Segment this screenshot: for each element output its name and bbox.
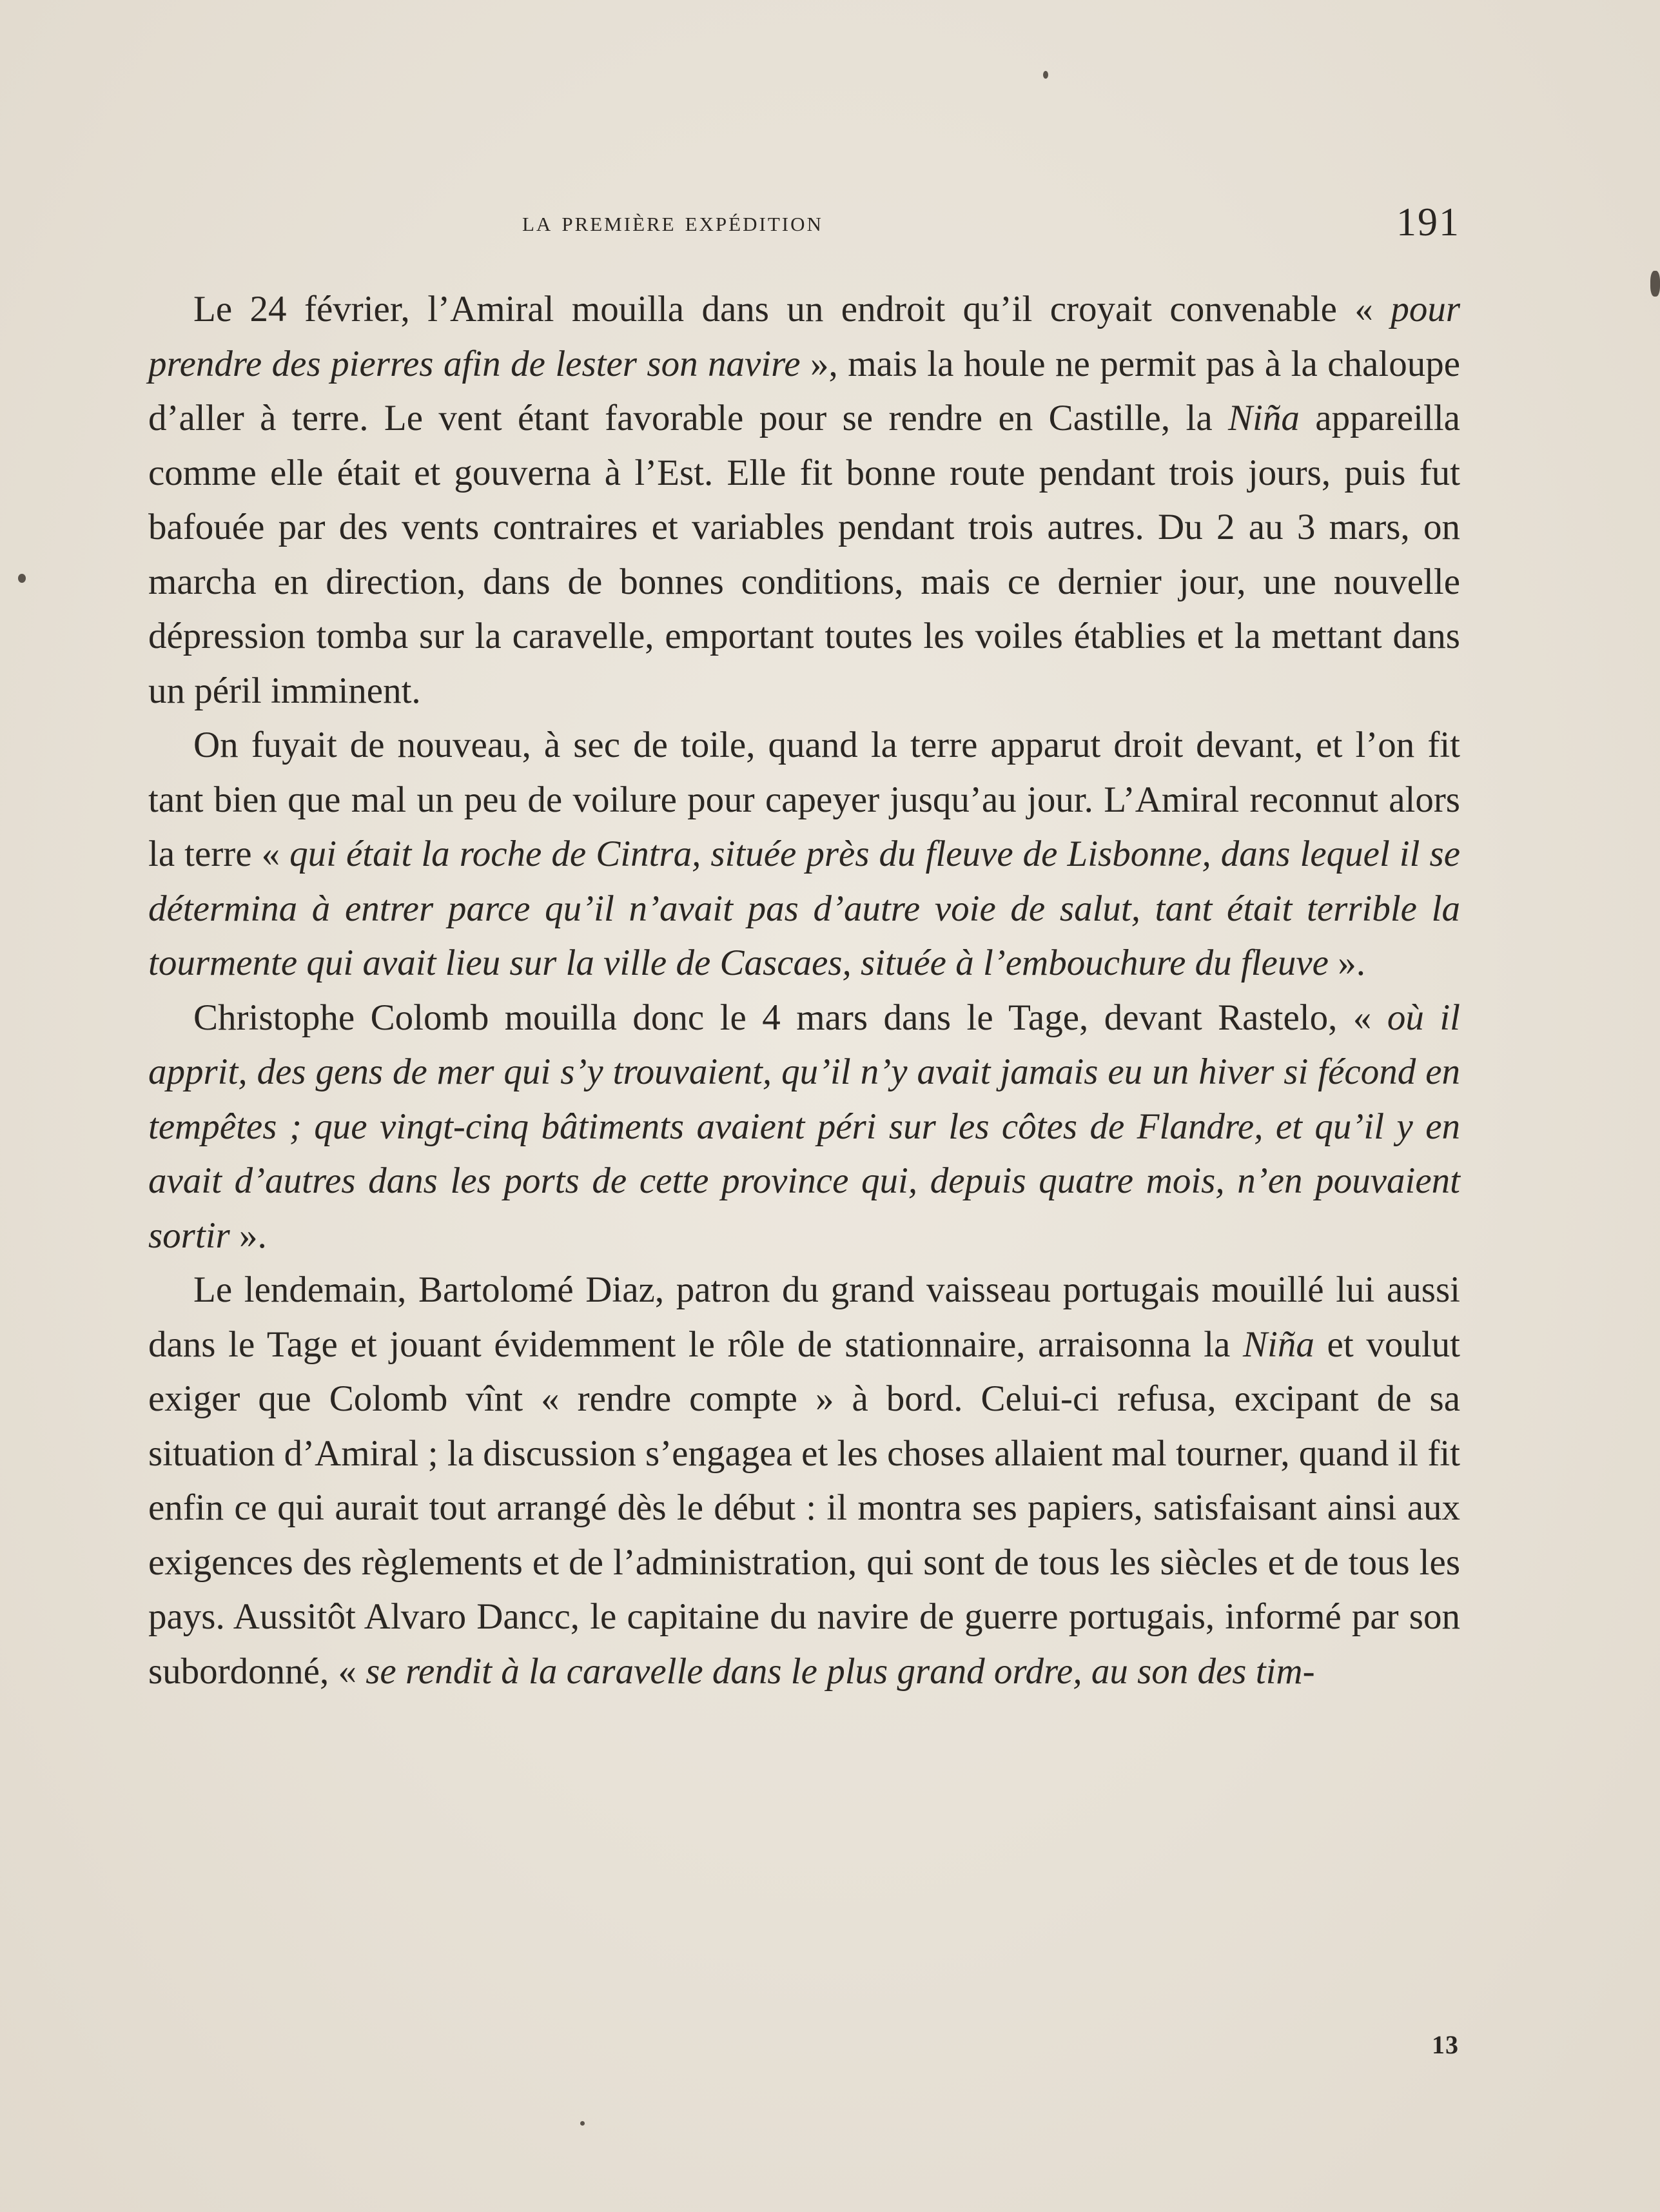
paragraph <box>148 991 1460 1264</box>
italic-quote: Niña <box>1228 398 1300 438</box>
ink-speck-top <box>1043 71 1048 79</box>
text-run: ». <box>229 1215 267 1256</box>
ink-speck-bottom <box>580 2121 585 2126</box>
italic-quote: se rendit à la caravelle dans le plus grand ordre, au son des tim- <box>366 1650 1315 1692</box>
italic-quote: Niña <box>1243 1324 1314 1365</box>
italic-quote: où il apprit, des gens de mer qui s’y trouvaient, qu’il n’y avait jamais eu un hiver si fécond en tempêtes ; que vingt-cinq bâtiments avaient péri sur les côtes de Flandre, et qu’il y en avait d’autres dans les ports de cette province qui, depuis quatre mois, n’en pouvaient sortir <box>148 997 1460 1256</box>
signature-mark: 13 <box>1432 2030 1459 2059</box>
paragraph <box>148 1263 1460 1699</box>
ink-speck-left <box>18 574 26 583</box>
text-run: Le 24 février, l’Amiral mouilla dans un endroit qu’il croyait convenable « <box>193 289 1391 329</box>
running-title: la première expédition <box>522 206 823 237</box>
ink-speck-right <box>1650 271 1660 297</box>
text-run: ». <box>1328 943 1365 983</box>
italic-quote: qui était la roche de Cintra, située près du fleuve de Lisbonne, dans lequel il se détermina à entrer parce qu’il n’avait pas d’autre voie de salut, tant était terrible la tourmente qui avait lieu sur la ville de Cascaes, située à l’embouchure du fleuve <box>148 834 1460 983</box>
text-run: et voulut exiger que Colomb vînt « rendre compte » à bord. Celui-ci refusa, excipant de sa situation d’Amiral ; la discussion s’engagea et les choses allaient mal tourner, quand il fit enfin ce qui aurait tout arrangé dès le début : il montra ses papiers, satisfaisant ainsi aux exigences des règlements et de l’administration, qui sont de tous les siècles et de tous les pays. Aussitôt Alvaro Dancc, le capitaine du navire de guerre portugais, informé par son subordonné, « <box>148 1324 1461 1692</box>
paragraph <box>148 282 1460 718</box>
text-run: », mais la houle ne permit pas à la chaloupe d’aller à terre. Le vent étant favorable pour se rendre en Castille, la <box>148 343 1460 438</box>
body-text <box>148 282 1460 1699</box>
text-run: appareilla comme elle était et gouverna à l’Est. Elle fit bonne route pendant trois jours, puis fut bafouée par des vents contraires et variables pendant trois autres. Du 2 au 3 mars, on marcha en direction, dans de bonnes conditions, mais ce dernier jour, une nouvelle dépression tomba sur la caravelle, emportant toutes les voiles établies et la mettant dans un péril imminent. <box>148 398 1460 711</box>
text-run: On fuyait de nouveau, à sec de toile, quand la terre apparut droit devant, et l’on fit tant bien que mal un peu de voilure pour capeyer jusqu’au jour. L’Amiral reconnut alors la terre « <box>148 725 1460 874</box>
text-run: Christophe Colomb mouilla donc le 4 mars dans le Tage, devant Rastelo, « <box>193 997 1387 1038</box>
italic-quote: pour prendre des pierres afin de lester son navire <box>148 289 1460 384</box>
paragraph <box>148 718 1460 991</box>
running-head <box>148 201 1460 244</box>
text-run: Le lendemain, Bartolomé Diaz, patron du grand vaisseau portugais mouillé lui aussi dans le Tage et jouant évidemment le rôle de stationnaire, arraisonna la <box>148 1269 1460 1365</box>
page-number: 191 <box>1396 201 1460 244</box>
